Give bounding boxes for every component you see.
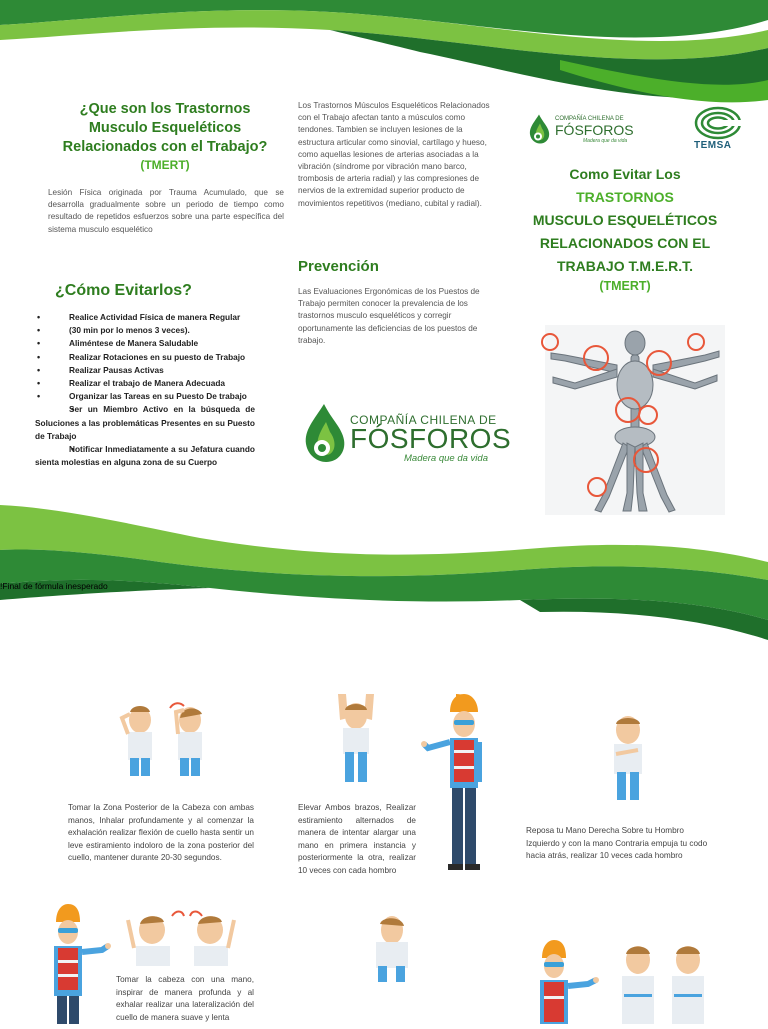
cover-title-line: Como Evitar Los [569, 166, 681, 182]
fosforos-logo-small [527, 110, 647, 150]
neck-flexion-figure-icon [118, 698, 218, 778]
list-item: • (30 min por lo menos 3 veces). [35, 324, 255, 337]
pain-marker [687, 333, 705, 351]
logo-line1: COMPAÑÍA CHILENA DE [350, 413, 497, 427]
exercise-arm-cross-illustration [372, 912, 412, 982]
cover-subtitle: (TMERT) [599, 279, 651, 293]
definition-text: Lesión Física originada por Trauma Acumulado, que se desarrolla gradualmente sobre un periodo de tiempo como resultado de repetidos esfuerzos sobre una parte específica del sistema musculo esquelético [48, 188, 284, 234]
safety-worker-illustration-2 [40, 900, 115, 1024]
fosforos-flame-icon [300, 402, 348, 464]
pain-marker [615, 397, 641, 423]
pain-marker [638, 405, 658, 425]
logo-small-tagline: Madera que da vida [583, 138, 628, 144]
list-item: • Notificar Inmediatamente a su Jefatura cuando sienta molestias en alguna zona de su Cuerpo [35, 443, 255, 469]
what-is-title-line: Musculo Esqueléticos [88, 120, 242, 136]
fosforos-logo-large [300, 400, 512, 470]
exercise-neck-flexion-illustration [118, 698, 218, 778]
exercise-arms-up-illustration [332, 690, 380, 786]
lateral-neck-figure-icon [122, 902, 242, 966]
middle-wave-decoration [0, 500, 768, 660]
logo-tagline: Madera que da vida [404, 453, 488, 464]
what-is-title [40, 100, 290, 157]
pain-marker [541, 333, 559, 351]
safety-worker-illustration-1 [420, 690, 498, 872]
tips-list [35, 311, 255, 469]
list-item: • Aliméntese de Manera Saludable [35, 337, 255, 350]
prevention-title: Prevención [298, 258, 379, 275]
exercise-shoulder-stretch-illustration [604, 712, 652, 802]
temsa-label: TEMSA [694, 140, 732, 151]
safety-worker-illustration-3 [530, 938, 604, 1024]
cover-title-line: MUSCULO ESQUELÉTICOS [532, 212, 718, 228]
list-item: • Realizar Rotaciones en su puesto de Trabajo [35, 351, 255, 364]
intro-text: Los Trastornos Músculos Esqueléticos Relacionados con el Trabajo afectan tanto a músculos como tendones. Tambien se incluyen lesiones de la estructura articular como sinovial, cartílago y hueso, como aquellas lesiones de arterias asociadas a la vibración (síndrome por vibración mano barco, trombosis de arteria radial) y las compresiones de nervios de la extremidad superior producto de movimientos repetitivos (mediano, cubital y radial). [298, 101, 490, 208]
arm-cross-figure-icon [372, 912, 412, 982]
panel-what-is-tmert [40, 100, 290, 236]
formula-error-text: !Final de fórmula inesperado [0, 581, 108, 591]
list-item: • Realizar el trabajo de Manera Adecuada [35, 377, 255, 390]
logo-small-line1: COMPAÑÍA CHILENA DE [555, 116, 624, 122]
list-item: • Organizar las Tareas en su Puesto De trabajo [35, 390, 255, 403]
safety-worker-icon [530, 938, 604, 1024]
logo-line2: FÓSFOROS [350, 423, 512, 454]
tips-list-container [35, 311, 255, 469]
temsa-emblem-icon [694, 106, 742, 140]
prevention-text: Las Evaluaciones Ergonómicas de los Puestos de Trabajo permiten conocer la prevalencia de los trastornos musculo esqueléticos y corregir oportunamente las deficiencias de los puestos de trabajo. [298, 287, 480, 345]
exercise-3-text: Reposa tu Mano Derecha Sobre tu Hombro Izquierdo y con la mano Contraria empuja tu codo hacia atrás, realizar 10 veces cada hombro [526, 826, 708, 861]
what-is-title-line: ¿Que son los Trastornos [79, 101, 251, 117]
how-to-avoid-title: ¿Cómo Evitarlos? [55, 282, 192, 299]
exercise-1-text: Tomar la Zona Posterior de la Cabeza con ambas manos, Inhalar profundamente y al comenzar la exhalación realizar flexión de cuello hasta sentir un leve estiramiento indoloro de la zona posterior del cuello, mantener durante 20-30 segundos. [68, 803, 254, 863]
skeleton-illustration [545, 325, 725, 515]
exercise-lateral-neck-illustration [122, 902, 242, 966]
pain-marker [583, 345, 609, 371]
cover-title-line: TRABAJO T.M.E.R.T. [556, 258, 694, 274]
top-wave-decoration [0, 0, 768, 110]
pain-marker [646, 350, 672, 376]
cover-title [520, 163, 730, 293]
safety-worker-icon [420, 690, 498, 872]
cover-title-line: RELACIONADOS CON EL [539, 235, 711, 251]
pain-marker [587, 477, 607, 497]
exercise-4-text: Tomar la cabeza con una mano, inspirar de manera profunda y al exhalar realizar una lateralización del cuello de manera suave y lenta [116, 975, 254, 1022]
list-item: • Realice Actividad Física de manera Regular [35, 311, 255, 324]
list-item: • Ser un Miembro Activo en la búsqueda de Soluciones a las problemáticas Presentes en su Puesto de Trabajo [35, 403, 255, 443]
what-is-title-line: Relacionados con el Trabajo? [62, 139, 268, 155]
exercise-2-text: Elevar Ambos brazos, Realizar estiramiento alternados de manera de intentar alargar una mano en primera instancia y posteriormente la otra, realizar 10 veces con cada hombro [298, 803, 416, 875]
temsa-logo [690, 106, 746, 152]
arms-up-figure-icon [332, 690, 380, 786]
list-item: • Realizar Pausas Activas [35, 364, 255, 377]
logo-small-line2: FÓSFOROS [555, 122, 634, 138]
pain-marker [633, 447, 659, 473]
fosforos-flame-icon-small [527, 112, 551, 146]
what-is-subtitle: (TMERT) [140, 158, 190, 172]
safety-worker-icon [40, 900, 115, 1024]
shoulder-stretch-figure-icon [604, 712, 652, 802]
cover-title-line: TRASTORNOS [576, 189, 674, 205]
exercise-head-rotation-illustration [612, 938, 716, 1024]
head-rotation-figure-icon [612, 938, 716, 1024]
